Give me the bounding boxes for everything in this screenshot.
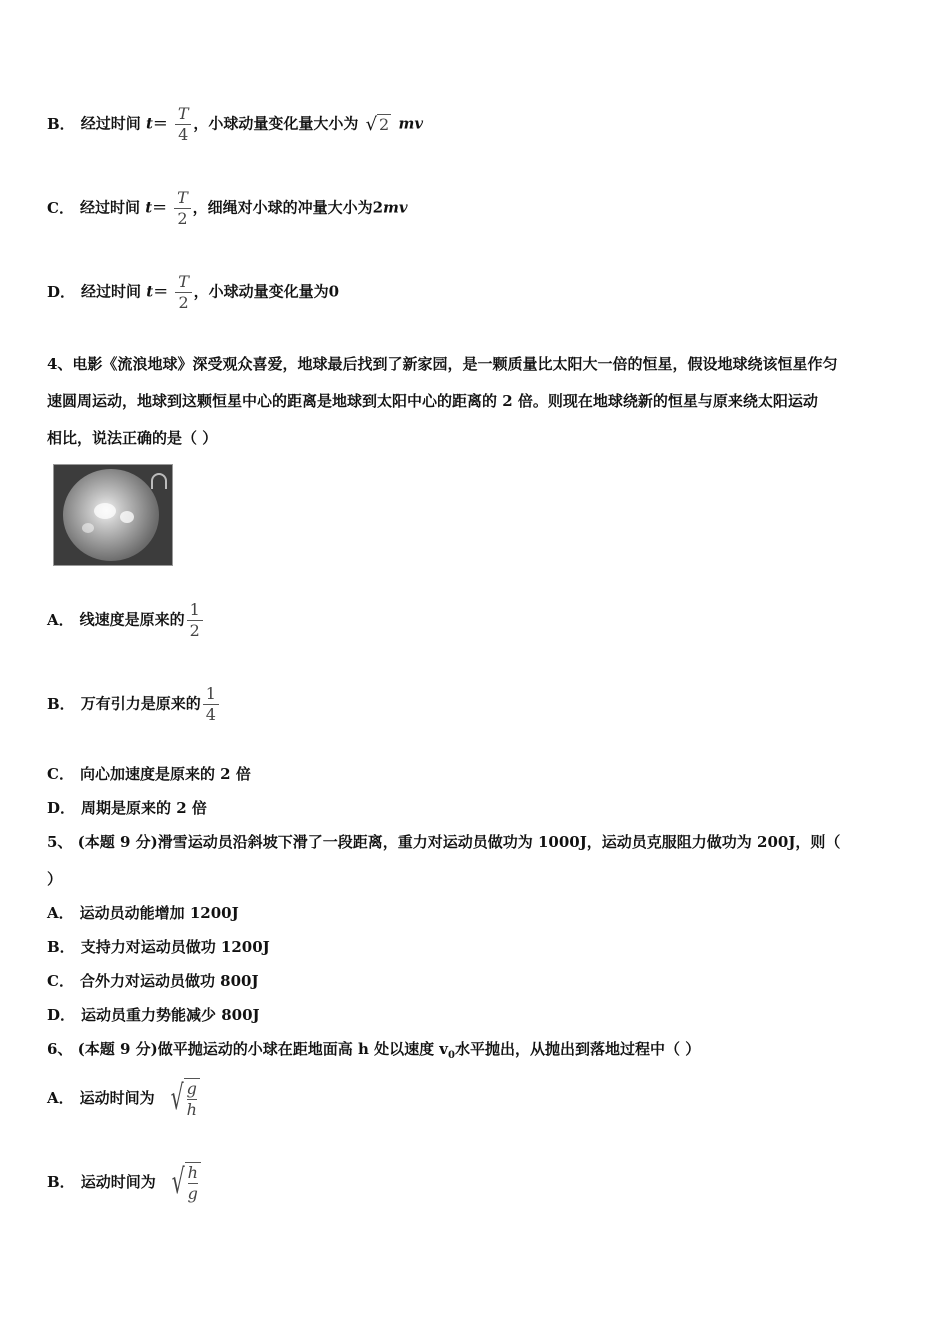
- root-fraction: [163, 1162, 201, 1204]
- option-text: 线速度是原来的: [79, 610, 185, 629]
- equals-sign: ＝: [153, 282, 169, 301]
- option-label: D．: [47, 1006, 76, 1024]
- momentum-symbol: mv: [383, 198, 408, 217]
- option-text-mid: ，细绳对小球的冲量大小为: [192, 198, 373, 217]
- q3-option-d[interactable]: [47, 272, 910, 313]
- q6-option-a[interactable]: [47, 1078, 910, 1120]
- radical-sign-icon: √: [171, 1162, 185, 1202]
- var-t: t: [145, 198, 153, 217]
- option-text: 运动员重力势能减少 800J: [81, 1006, 260, 1024]
- equals-sign: ＝: [152, 198, 168, 217]
- q4-stem-line-2: 速圆周运动，地球到这颗恒星中心的距离是地球到太阳中心的距离的 2 倍。则现在地球绕新的恒星与原来绕太阳运动: [47, 392, 818, 410]
- option-text-mid: ，小球动量变化量大小为: [193, 114, 359, 133]
- momentum-symbol: mv: [398, 114, 424, 133]
- q3-option-c[interactable]: [47, 188, 910, 229]
- radical-sign-icon: √: [365, 113, 378, 135]
- q6-stem-text-end: 水平抛出，从抛出到落地过程中（ ）: [455, 1040, 701, 1058]
- root-denominator: h: [186, 1100, 197, 1119]
- option-text: 向心加速度是原来的 2 倍: [79, 765, 251, 783]
- option-label: C．: [47, 198, 74, 217]
- equals-sign: ＝: [152, 114, 168, 133]
- fraction: [203, 684, 219, 725]
- fraction: [174, 188, 190, 229]
- option-text: 周期是原来的 2 倍: [81, 799, 207, 817]
- q3-option-b[interactable]: [47, 104, 910, 145]
- q5-stem-line-2: ）: [47, 870, 63, 888]
- q4-option-a[interactable]: [47, 600, 910, 641]
- sun-flare: [120, 511, 134, 523]
- root-numerator: g: [186, 1079, 197, 1098]
- option-label: A．: [47, 610, 74, 629]
- square-root: [366, 115, 392, 135]
- fraction-numerator: T: [177, 188, 188, 207]
- var-t: t: [145, 114, 153, 133]
- option-text: 万有引力是原来的: [80, 694, 201, 713]
- q4-option-b[interactable]: [47, 684, 910, 725]
- option-label: B．: [47, 938, 75, 956]
- q6-stem: [47, 1039, 910, 1066]
- option-label: D．: [47, 799, 76, 817]
- fraction-numerator: T: [177, 104, 189, 123]
- option-text: 经过时间: [80, 114, 141, 133]
- sun-image: [53, 464, 173, 566]
- solar-prominence: [151, 473, 167, 489]
- subscript-zero: 0: [448, 1050, 455, 1061]
- q4-option-d[interactable]: [47, 798, 910, 818]
- fraction: [175, 272, 191, 313]
- fraction-numerator: 1: [189, 600, 200, 619]
- coefficient: 2: [372, 198, 384, 217]
- radical-sign-icon: √: [170, 1078, 184, 1118]
- fraction-denominator: 2: [175, 292, 191, 313]
- q4-option-c[interactable]: [47, 764, 910, 784]
- q5-option-d[interactable]: [47, 1005, 910, 1025]
- root-numerator: h: [187, 1163, 198, 1182]
- fraction-denominator: 4: [175, 124, 191, 145]
- sun-flare: [82, 523, 94, 533]
- sun-flare: [94, 503, 116, 519]
- root-denominator: g: [187, 1184, 198, 1203]
- fraction: [175, 104, 191, 145]
- q5-stem-line-1: 5、 (本题 9 分)滑雪运动员沿斜坡下滑了一段距离，重力对运动员做功为 1000J，运动员克服阻力做功为 200J，则（: [47, 833, 841, 851]
- option-label: C．: [47, 972, 74, 990]
- fraction-denominator: 2: [174, 208, 190, 229]
- root-fraction: [162, 1078, 200, 1120]
- fraction: [187, 600, 203, 641]
- var-t: t: [146, 282, 154, 301]
- option-text: 运动员动能增加 1200J: [79, 904, 239, 922]
- option-label: B．: [47, 114, 75, 133]
- q5-option-c[interactable]: [47, 971, 910, 991]
- q4-stem-line-1: 4、电影《流浪地球》深受观众喜爱，地球最后找到了新家园，是一颗质量比太阳大一倍的恒星，假设地球绕该恒星作匀: [47, 355, 838, 373]
- q4-stem-line-3: 相比，说法正确的是（ ）: [47, 429, 218, 447]
- option-text-mid: ，小球动量变化量为: [193, 282, 329, 301]
- fraction-numerator: 1: [205, 684, 216, 703]
- q6-option-b[interactable]: [47, 1162, 910, 1204]
- option-text: 支持力对运动员做功 1200J: [80, 938, 270, 956]
- option-value: 0: [328, 282, 340, 301]
- fraction-numerator: T: [178, 272, 189, 291]
- q6-stem-text: 6、 (本题 9 分)做平抛运动的小球在距地面高 h 处以速度 v: [47, 1040, 449, 1058]
- option-text: 合外力对运动员做功 800J: [79, 972, 259, 990]
- option-label: B．: [47, 694, 75, 713]
- fraction-denominator: 2: [187, 620, 203, 641]
- option-text: 运动时间为: [79, 1089, 155, 1107]
- option-label: A．: [47, 904, 74, 922]
- q5-option-a[interactable]: [47, 903, 910, 923]
- option-text: 经过时间: [79, 198, 140, 217]
- option-text: 经过时间: [81, 282, 142, 301]
- option-text: 运动时间为: [80, 1173, 156, 1191]
- fraction-denominator: 4: [203, 704, 219, 725]
- radicand: 2: [379, 114, 390, 134]
- option-label: A．: [47, 1089, 74, 1107]
- q5-option-b[interactable]: [47, 937, 910, 957]
- option-label: D．: [47, 282, 76, 301]
- option-label: B．: [47, 1173, 75, 1191]
- option-label: C．: [47, 765, 74, 783]
